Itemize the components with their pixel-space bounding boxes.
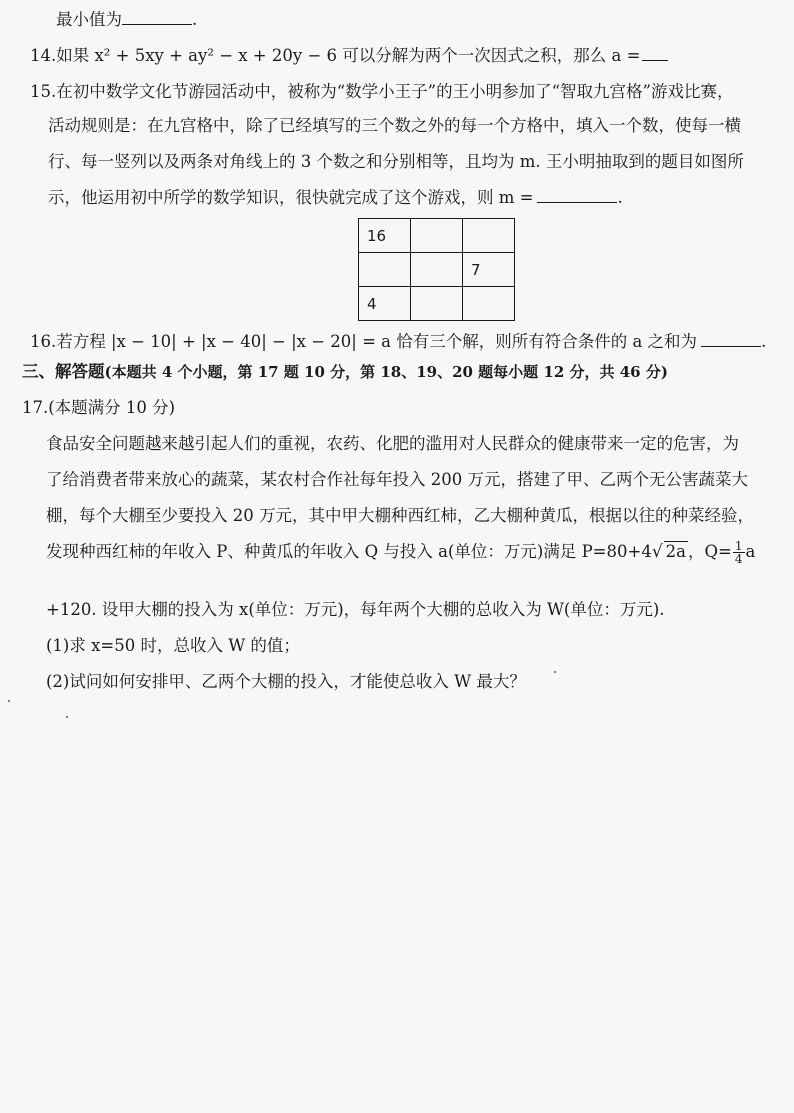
q14-text: 如果 x² + 5xy + ay² − x + 20y − 6 可以分解为两个一次因式之积，那么 a = [56,46,641,65]
q15-line-4-text: 示，他运用初中所学的数学知识，很快就完成了这个游戏，则 m = [48,188,534,207]
grid-row [359,253,515,287]
q14-number: 14. [30,46,57,65]
question-15-line-3 [48,150,744,174]
q17-line-2-text: 了给消费者带来放心的蔬菜，某农村合作社每年投入 200 万元，搭建了甲、乙两个无公害蔬菜大 [46,470,748,489]
question-17-part-2 [46,670,526,694]
question-17-line-5 [46,598,665,622]
scan-speck [554,671,556,673]
q13-tail: 最小值为 . [56,6,197,32]
question-17-line-3 [46,504,754,528]
scan-speck [8,700,10,702]
grid-cell [463,219,515,253]
q17-line-4-text-a: 发现种西红柿的年收入 P、种黄瓜的年收入 Q 与投入 a(单位：万元)满足 P=80+4 [46,542,652,561]
q13-tail-text: 最小值为 [56,10,122,29]
q15-line-1-text: 在初中数学文化节游园活动中，被称为“数学小王子”的王小明参加了“智取九宫格”游戏比赛， [56,82,734,101]
q15-line-3-text: 行、每一竖列以及两条对角线上的 3 个数之和分别相等，且均为 m. 王小明抽取到的题目如图所 [48,152,744,171]
fraction-one-quarter [733,540,745,565]
grid-cell [411,253,463,287]
question-17-line-2 [46,468,748,492]
magic-square-grid [358,218,515,321]
q16-text: 若方程 |x − 10| + |x − 40| − |x − 20| = a 恰有三个解，则所有符合条件的 a 之和为 [56,332,698,351]
sqrt-sign: √ [651,542,663,562]
question-16: 16.若方程 |x − 10| + |x − 40| − |x − 20| = a 恰有三个解，则所有符合条件的 a 之和为 . [30,328,766,354]
section-3-title: 三、解答题 [22,362,105,381]
grid-cell: 7 [463,253,515,287]
question-15-line-4: 示，他运用初中所学的数学知识，很快就完成了这个游戏，则 m = . [48,184,623,210]
q16-number: 16. [30,332,57,351]
q15-line-2-text: 活动规则是：在九宫格中，除了已经填写的三个数之外的每一个方格中，填入一个数，使每一横 [48,116,741,135]
q17-line-1-text: 食品安全问题越来越引起人们的重视，农药、化肥的滥用对人民群众的健康带来一定的危害，为 [46,434,739,453]
fraction-numerator: 1 [734,539,743,553]
question-14 [30,42,668,68]
grid-cell: 4 [359,287,411,321]
scan-speck [66,716,68,718]
grid-row [359,287,515,321]
q17-line-4-text-b: ，Q= [688,542,732,561]
q17-header-text: 17.(本题满分 10 分) [22,398,176,417]
q17-line-3-text: 棚，每个大棚至少要投入 20 万元，其中甲大棚种西红柿，乙大棚种黄瓜，根据以往的种菜经验， [46,506,754,525]
question-17-part-1 [46,634,300,658]
q17-line-5-text: +120. 设甲大棚的投入为 x(单位：万元)，每年两个大棚的总收入为 W(单位：万元). [46,600,665,619]
question-17-line-4 [46,540,755,565]
q13-answer-blank [122,6,192,25]
question-15-line-1 [30,80,734,104]
grid-cell: 16 [359,219,411,253]
q17-part-1-text: (1)求 x=50 时，总收入 W 的值； [46,636,300,655]
question-17-header [22,396,175,420]
question-15-line-2 [48,114,741,138]
grid-cell [411,287,463,321]
q15-answer-blank [537,184,617,203]
grid-cell [463,287,515,321]
section-3-note: (本题共 4 个小题，第 17 题 10 分，第 18、19、20 题每小题 12 分，共 46 分) [104,363,668,381]
sqrt-radicand: 2a [665,542,686,561]
question-17-line-1 [46,432,739,456]
grid-cell [411,219,463,253]
section-3-header [22,360,668,384]
q17-part-2-text: (2)试问如何安排甲、乙两个大棚的投入，才能使总收入 W 最大？ [46,672,526,691]
q15-number: 15. [30,82,57,101]
fraction-denominator: 4 [734,552,743,566]
grid-cell [359,253,411,287]
q16-answer-blank [701,328,761,347]
grid-row [359,219,515,253]
q14-answer-blank [642,42,668,61]
q17-line-4-text-c: a [745,542,756,561]
